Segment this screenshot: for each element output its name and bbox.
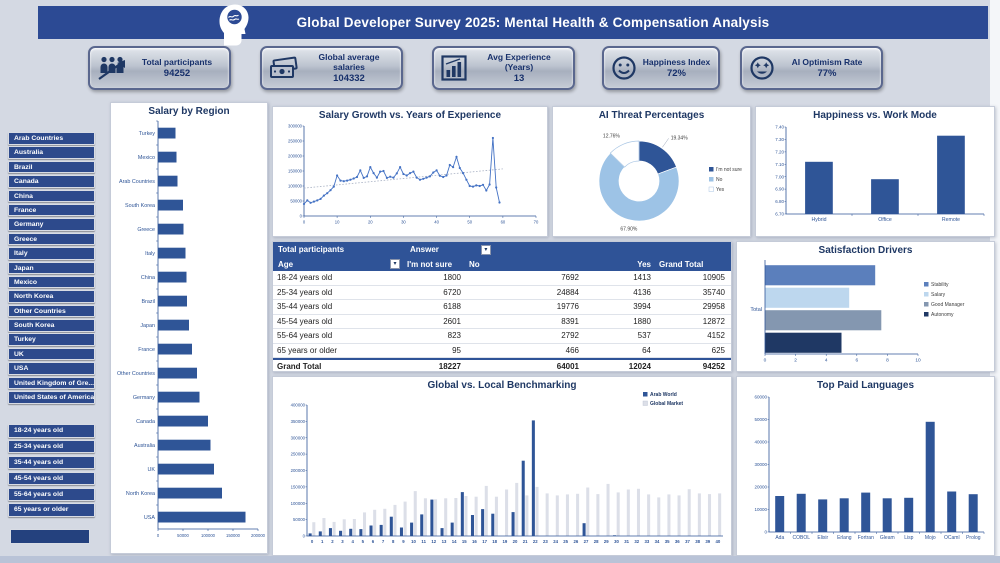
row-label: 35-44 years old [277,302,333,312]
column-header: No [469,259,480,269]
svg-text:Erlang: Erlang [837,535,852,541]
svg-text:6.80: 6.80 [775,199,784,205]
svg-text:Japan: Japan [140,322,155,329]
table-row [273,271,731,286]
svg-text:34: 34 [654,539,660,544]
svg-text:200000: 200000 [290,468,305,474]
country-slicer-item[interactable]: Germany [8,218,95,231]
cell-value: 19776 [556,302,579,312]
pivot-header-row1 [273,242,731,257]
svg-text:27: 27 [583,539,589,544]
age-slicer [8,424,95,519]
cell-value: 537 [637,331,651,341]
svg-text:100000: 100000 [201,533,215,538]
svg-text:6: 6 [371,539,375,544]
svg-text:7: 7 [381,539,385,544]
cash-icon [269,56,299,80]
svg-text:8: 8 [392,539,395,544]
svg-text:Australia: Australia [134,442,155,449]
svg-text:UK: UK [147,466,155,473]
svg-text:28: 28 [593,539,599,544]
salary-by-region-chart [111,117,267,545]
satisfaction-drivers-panel [736,241,995,372]
country-slicer-item[interactable]: USA [8,362,95,375]
svg-text:150000: 150000 [288,168,302,174]
svg-text:Stability: Stability [931,282,949,289]
svg-text:400000: 400000 [290,402,305,408]
svg-text:31: 31 [624,539,629,544]
global-local-panel [272,376,732,556]
age-slicer-item[interactable]: 25-34 years old [8,440,95,454]
cell-value: 2601 [443,316,461,326]
ai-threat-title: AI Threat Percentages [598,110,705,121]
happiness-work-mode-title: Happiness vs. Work Mode [813,110,937,121]
svg-text:2: 2 [331,539,334,544]
svg-text:18: 18 [492,539,498,544]
cell-value: 2792 [561,331,579,341]
svg-text:60000: 60000 [754,394,767,400]
cell-value: 94252 [702,362,725,371]
svg-text:3: 3 [341,539,344,544]
svg-text:Germany: Germany [132,394,155,401]
svg-text:50000: 50000 [754,417,767,423]
svg-text:1: 1 [321,539,324,544]
svg-text:OCaml: OCaml [944,535,960,541]
svg-text:250000: 250000 [288,138,302,144]
cell-value: 466 [565,345,579,355]
svg-text:I'm not sure: I'm not sure [716,167,742,174]
svg-text:36: 36 [674,539,680,544]
country-slicer-item[interactable]: United Kingdom of Gre... [8,377,95,390]
svg-text:12: 12 [431,539,437,544]
svg-text:5: 5 [361,539,364,544]
svg-text:Other Countries: Other Countries [116,370,155,377]
svg-text:67.90%: 67.90% [620,226,638,233]
svg-text:7.20: 7.20 [775,149,784,155]
cell-value: 6188 [443,302,461,312]
dashboard-title: Global Developer Survey 2025: Mental Health & Compensation Analysis [296,15,770,30]
svg-text:20000: 20000 [754,484,767,490]
age-filter-button[interactable]: ▾ [390,259,400,269]
svg-text:150000: 150000 [290,484,305,490]
cell-value: 1800 [443,273,461,283]
people-trend-icon [97,55,127,81]
svg-text:Autonomy: Autonomy [931,312,954,319]
top-languages-chart [737,391,994,549]
country-slicer-item[interactable]: Italy [8,247,95,260]
global-local-title: Global vs. Local Benchmarking [427,380,577,391]
dashboard-header [38,6,988,39]
svg-text:Mexico: Mexico [137,154,155,161]
svg-text:Canada: Canada [136,418,155,425]
age-slicer-item[interactable]: 18-24 years old [8,424,95,438]
svg-text:China: China [140,274,155,281]
svg-text:30: 30 [614,539,619,544]
svg-text:40: 40 [715,539,721,544]
kpi-label: Total participants [141,57,213,67]
cell-value: 12872 [702,316,725,326]
svg-text:10: 10 [411,539,416,544]
svg-text:30000: 30000 [754,462,767,468]
svg-text:2: 2 [794,358,797,364]
svg-text:8: 8 [886,358,889,364]
svg-text:4: 4 [351,539,354,544]
svg-text:Fortran: Fortran [857,535,874,541]
svg-text:23: 23 [543,539,548,544]
svg-text:Italy: Italy [145,250,155,257]
smiley-icon [611,55,637,81]
svg-text:No: No [716,177,723,184]
country-slicer-item[interactable]: UK [8,348,95,361]
kpi-label: Happiness Index [642,57,711,67]
svg-text:Office: Office [878,217,892,223]
svg-text:250000: 250000 [290,451,305,457]
svg-text:0: 0 [299,213,302,219]
svg-text:0: 0 [156,533,160,538]
cell-value: 29958 [702,302,725,312]
svg-text:21: 21 [522,539,528,544]
cell-value: 64001 [556,362,579,371]
kpi-value: 72% [666,68,686,79]
pivot-table-panel [272,241,732,372]
svg-text:Elixir: Elixir [817,535,829,541]
svg-text:150000: 150000 [226,533,240,538]
svg-text:29: 29 [603,539,609,544]
svg-text:50: 50 [467,219,473,225]
svg-text:Remote: Remote [941,217,961,223]
svg-text:7.10: 7.10 [775,161,784,167]
svg-text:Brazil: Brazil [141,298,155,305]
svg-text:Prolog: Prolog [966,535,981,541]
row-label: 55-64 years old [277,331,333,341]
pivot-header-row2 [273,257,731,271]
row-label: 45-54 years old [277,316,333,326]
kpi-label: AI Optimism Rate [791,57,863,67]
kpi-card-total-participants [88,46,231,90]
column-header: Grand Total [659,259,704,269]
salary-growth-title: Salary Growth vs. Years of Experience [318,110,502,121]
age-field-label: Age [278,259,294,269]
cell-value: 24884 [556,287,579,297]
svg-text:7.40: 7.40 [775,124,784,130]
svg-text:20: 20 [367,219,373,225]
table-row [273,344,731,359]
svg-text:37: 37 [685,539,690,544]
answer-field-label: Answer [410,245,439,254]
kpi-value: 13 [513,73,525,84]
svg-text:200000: 200000 [288,153,302,159]
salary-by-region-panel [110,102,268,554]
svg-text:North Korea: North Korea [125,490,155,497]
svg-text:6.70: 6.70 [775,211,784,217]
row-label: 18-24 years old [277,273,333,283]
column-header: I'm not sure [407,259,453,269]
cell-value: 95 [452,345,461,355]
svg-text:Total: Total [750,307,762,313]
satisfaction-drivers-chart [737,256,994,368]
country-slicer-item[interactable]: Other Countries [8,305,95,318]
svg-text:10: 10 [915,358,921,364]
svg-text:0: 0 [763,358,767,364]
kpi-card-happiness-index [602,46,720,90]
svg-text:South Korea: South Korea [125,202,155,209]
country-slicer-item[interactable]: Australia [8,146,95,159]
svg-text:30: 30 [401,219,406,225]
svg-text:Arab Countries: Arab Countries [119,178,155,185]
cell-value: 12024 [628,362,651,371]
svg-text:Hybrid: Hybrid [811,217,827,223]
cell-value: 35740 [702,287,725,297]
table-row [273,300,731,315]
cell-value: 10905 [702,273,725,283]
bottom-margin [0,556,1000,563]
svg-text:50000: 50000 [290,198,302,204]
pivot-rows [273,271,731,373]
svg-text:33: 33 [644,539,650,544]
svg-text:12.76%: 12.76% [602,133,620,140]
svg-text:9: 9 [402,539,405,544]
svg-text:Yes: Yes [716,187,725,194]
salary-growth-chart [273,121,547,229]
kpi-value: 94252 [163,68,191,79]
svg-text:13: 13 [441,539,447,544]
kpi-card-average-salaries [260,46,403,90]
country-slicer-item[interactable]: Arab Countries [8,132,95,145]
svg-text:0: 0 [302,533,305,539]
svg-text:19.34%: 19.34% [670,135,688,142]
country-slicer-item[interactable]: Canada [8,175,95,188]
svg-text:0: 0 [310,539,314,544]
country-slicer-item[interactable]: France [8,204,95,217]
cell-value: 3994 [633,302,651,312]
svg-text:14: 14 [451,539,457,544]
svg-text:15: 15 [461,539,467,544]
happiness-work-mode-chart [756,121,994,231]
salary-growth-panel [272,106,548,237]
svg-text:35: 35 [664,539,670,544]
svg-text:USA: USA [143,514,155,521]
svg-text:70: 70 [533,219,539,225]
pivot-corner-label: Total participants [278,245,345,254]
salary-by-region-title: Salary by Region [148,106,230,117]
svg-text:Good Manager: Good Manager [931,302,965,309]
svg-text:0: 0 [302,219,306,225]
svg-text:38: 38 [695,539,700,544]
top-languages-title: Top Paid Languages [816,380,915,391]
svg-text:7.00: 7.00 [775,174,784,180]
svg-text:300000: 300000 [290,435,305,441]
svg-text:40: 40 [434,219,439,225]
country-slicer-item[interactable]: South Korea [8,319,95,332]
age-slicer-item[interactable]: 35-44 years old [8,456,95,470]
svg-text:Turkey: Turkey [138,130,155,137]
svg-text:100000: 100000 [288,183,302,189]
svg-text:200000: 200000 [251,533,265,538]
row-label: Grand Total [277,362,322,371]
svg-text:25: 25 [563,539,569,544]
svg-text:10: 10 [334,219,340,225]
cell-value: 1880 [633,316,651,326]
country-slicer-item[interactable]: North Korea [8,290,95,303]
svg-text:32: 32 [634,539,640,544]
kpi-card-avg-experience [432,46,575,90]
country-slicer-item[interactable]: Japan [8,262,95,275]
ai-threat-chart [553,121,750,233]
country-slicer-item[interactable]: Mexico [8,276,95,289]
svg-text:10000: 10000 [754,507,767,513]
svg-text:France: France [138,346,155,353]
svg-text:COBOL: COBOL [792,535,811,541]
svg-text:350000: 350000 [290,419,305,424]
svg-text:17: 17 [482,539,487,544]
svg-text:100000: 100000 [290,500,305,506]
country-slicer [8,132,95,405]
table-row [273,286,731,301]
svg-text:Gleam: Gleam [879,535,895,541]
svg-text:40000: 40000 [754,439,767,445]
age-slicer-item[interactable]: 65 years or older [8,503,95,517]
row-label: 65 years or older [277,345,338,355]
svg-text:300000: 300000 [288,123,302,129]
svg-text:7.30: 7.30 [775,137,784,142]
brain-head-icon [216,2,252,46]
cell-value: 1413 [633,273,651,283]
svg-text:Greece: Greece [137,226,155,233]
cell-value: 625 [711,345,725,355]
svg-text:50000: 50000 [177,533,189,538]
satisfaction-drivers-title: Satisfaction Drivers [818,245,913,256]
kpi-label: Avg Experience (Years) [487,52,551,72]
table-row [273,329,731,344]
svg-text:16: 16 [472,539,477,544]
cell-value: 8391 [561,316,579,326]
happiness-work-mode-panel [755,106,995,237]
age-slicer-item[interactable]: 45-54 years old [8,472,95,486]
svg-text:Mojo: Mojo [924,535,936,541]
cell-value: 4136 [633,287,651,297]
kpi-value: 104332 [333,73,365,84]
column-header: Yes [637,259,651,269]
kpi-value: 77% [817,68,837,79]
bar-chart-icon [441,55,467,81]
svg-text:Salary: Salary [931,292,946,299]
svg-text:0: 0 [764,529,767,535]
svg-text:Ada: Ada [775,535,785,541]
svg-text:24: 24 [553,539,558,544]
country-slicer-item[interactable]: Turkey [8,333,95,346]
answer-filter-button[interactable]: ▾ [481,245,491,255]
row-label: 25-34 years old [277,287,333,297]
cell-value: 64 [642,345,651,355]
table-row [273,315,731,330]
svg-text:26: 26 [573,539,579,544]
ai-smiley-icon [749,55,775,81]
age-slicer-item[interactable]: 55-64 years old [8,488,95,502]
ai-threat-panel [552,106,751,237]
cell-value: 18227 [438,362,461,371]
svg-text:4: 4 [824,358,828,364]
svg-text:6: 6 [855,358,859,364]
svg-text:50000: 50000 [293,517,305,523]
country-slicer-item[interactable]: China [8,190,95,203]
svg-text:39: 39 [705,539,711,544]
table-row [273,358,731,373]
svg-text:20: 20 [512,539,518,544]
svg-text:Arab World: Arab World [650,392,677,399]
svg-text:11: 11 [421,539,426,544]
partial-slicer-item[interactable] [10,529,90,544]
svg-text:6.90: 6.90 [775,186,784,192]
cell-value: 4152 [707,331,725,341]
top-languages-panel [736,376,995,556]
cell-value: 6720 [443,287,461,297]
kpi-card-ai-optimism [740,46,883,90]
svg-text:19: 19 [502,539,508,544]
cell-value: 823 [447,331,461,341]
svg-text:22: 22 [532,539,538,544]
svg-text:Lisp: Lisp [904,535,914,541]
country-slicer-item[interactable]: United States of America [8,391,95,404]
svg-text:Global Market: Global Market [650,401,684,408]
country-slicer-item[interactable]: Greece [8,233,95,246]
kpi-label: Global average salaries [318,52,380,72]
global-local-chart [273,391,731,551]
svg-text:60: 60 [500,219,506,225]
country-slicer-item[interactable]: Brazil [8,161,95,174]
cell-value: 7692 [561,273,579,283]
